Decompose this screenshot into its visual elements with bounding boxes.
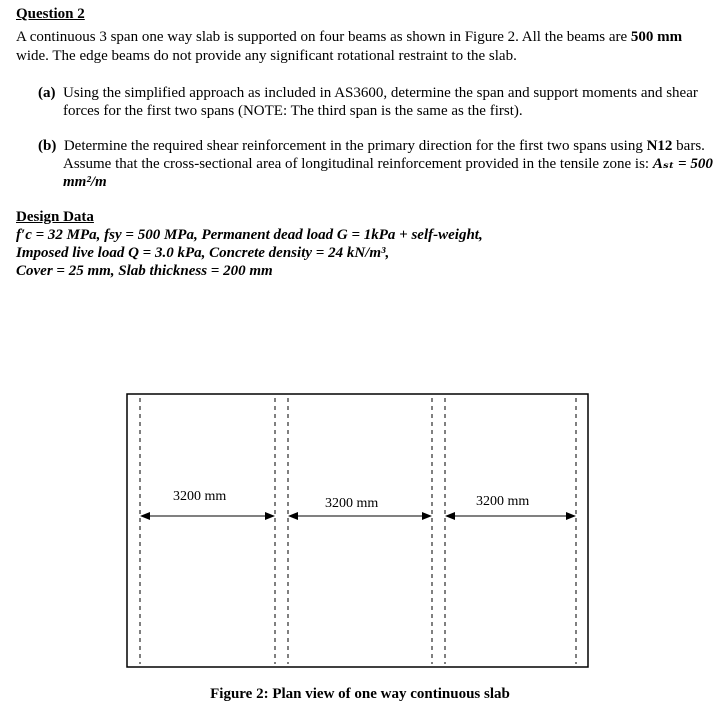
- part-a-label: (a): [38, 85, 56, 101]
- design-data-line-3: Cover = 25 mm, Slab thickness = 200 mm: [16, 263, 273, 279]
- slab-outline: [127, 394, 588, 667]
- part-a-text: Using the simplified approach as included in AS3600, determine the span and support moments and shear forces for the first two spans (NOTE: The third span is the same as the first).: [63, 85, 698, 119]
- part-b-bar-size: N12: [646, 138, 673, 154]
- part-a: [38, 84, 715, 120]
- part-b-label: (b): [38, 138, 57, 154]
- figure-caption: Figure 2: Plan view of one way continuous slab: [210, 686, 510, 702]
- question-title: Question 2: [16, 6, 85, 22]
- intro-beam-width: 500 mm: [630, 29, 683, 45]
- design-data-line-1: f′c = 32 MPa, fsy = 500 MPa, Permanent dead load G = 1kPa + self-weight,: [16, 227, 483, 243]
- part-b-text-1: Determine the required shear reinforcement in the primary direction for the first two spans using: [63, 138, 647, 154]
- slab-plan-diagram: [0, 380, 703, 680]
- part-b: [38, 137, 715, 191]
- intro-text-1: A continuous 3 span one way slab is supported on four beams as shown in Figure 2. All the beams are: [16, 29, 631, 45]
- part-b-text-2: bars. Assume that the cross-sectional area of longitudinal reinforcement provided in the tensile zone is:: [63, 138, 705, 172]
- part-b-formula: Aₛₜ = 500 mm²/m: [63, 156, 713, 190]
- design-data: [16, 208, 483, 280]
- design-data-title: Design Data: [16, 209, 94, 225]
- question-intro: [16, 28, 688, 66]
- span-1-label: 3200 mm: [173, 489, 227, 504]
- intro-text-2: wide. The edge beams do not provide any significant rotational restraint to the slab.: [16, 48, 517, 64]
- span-2-label: 3200 mm: [325, 496, 379, 511]
- design-data-line-2: Imposed live load Q = 3.0 kPa, Concrete density = 24 kN/m³,: [16, 245, 390, 261]
- span-3-label: 3200 mm: [476, 494, 530, 509]
- figure-2: [0, 380, 703, 714]
